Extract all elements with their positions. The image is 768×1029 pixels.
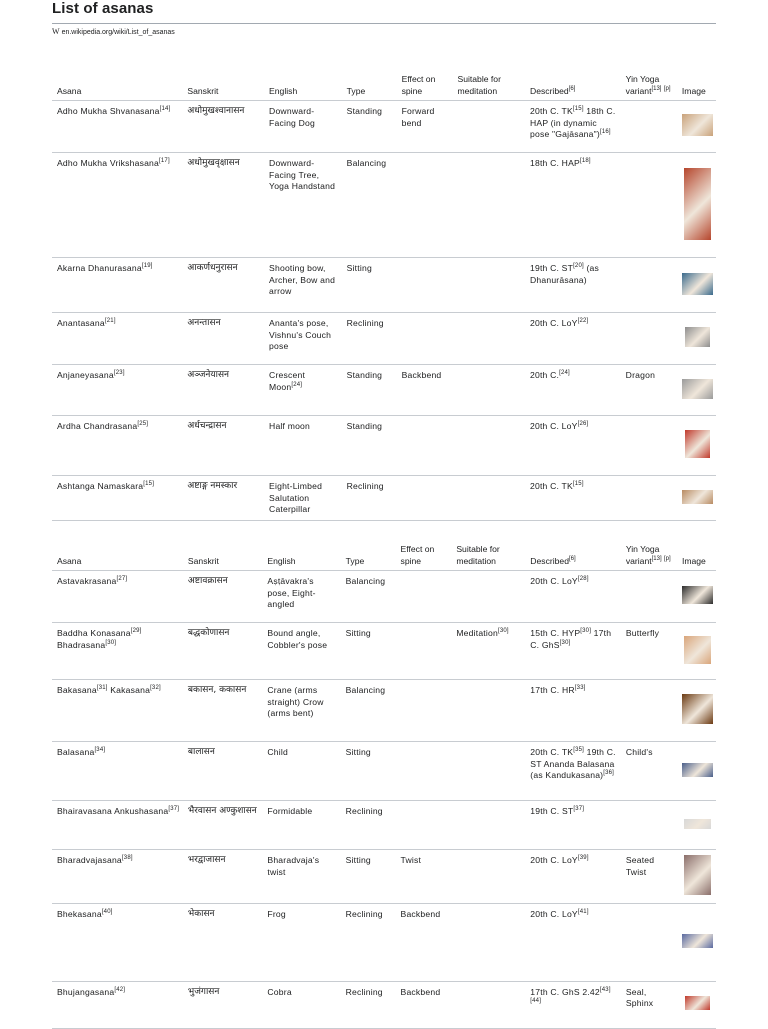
column-header[interactable]: Yin Yoga variant[13] [p] xyxy=(621,540,677,571)
cell-asana[interactable]: Balasana[34] xyxy=(52,742,183,801)
table-row xyxy=(52,680,716,742)
title-divider xyxy=(52,23,716,24)
cell-spine: Backbend xyxy=(396,903,452,981)
column-header[interactable]: Suitable for meditation xyxy=(451,540,525,571)
column-header[interactable]: Sanskrit xyxy=(183,540,262,571)
cell-type: Reclining xyxy=(342,313,397,365)
cell-meditation xyxy=(452,101,525,153)
cell-sanskrit: भेकासन xyxy=(183,903,262,981)
cell-english: Cobra xyxy=(262,981,340,1028)
cell-english: Bound angle, Cobbler's pose xyxy=(262,623,340,680)
cell-asana[interactable]: Baddha Konasana[29] Bhadrasana[30] xyxy=(52,623,183,680)
downward-dog-photo[interactable] xyxy=(682,114,713,136)
cell-spine xyxy=(397,258,453,313)
cell-sanskrit: बालासन xyxy=(183,742,262,801)
table-row xyxy=(52,313,716,365)
eight-angle-photo[interactable] xyxy=(682,586,713,604)
cell-described: 20th C. LoY[28] xyxy=(525,571,621,623)
cell-english: Formidable xyxy=(262,801,340,850)
table-body xyxy=(52,571,716,1029)
cell-image[interactable] xyxy=(677,801,716,850)
cell-image[interactable] xyxy=(677,742,716,801)
table-row xyxy=(52,742,716,801)
cell-image[interactable] xyxy=(677,623,716,680)
asana-table-2 xyxy=(52,540,716,1029)
cell-meditation xyxy=(451,801,525,850)
crescent-moon-drawing[interactable] xyxy=(682,379,713,399)
column-header[interactable]: English xyxy=(262,540,340,571)
cell-image[interactable] xyxy=(677,476,716,521)
table-body xyxy=(52,101,716,521)
table-header-row xyxy=(52,540,716,571)
column-header[interactable]: Yin Yoga variant[13] [p] xyxy=(621,70,677,101)
cell-spine xyxy=(396,801,452,850)
cell-image[interactable] xyxy=(677,680,716,742)
cell-asana[interactable]: Akarna Dhanurasana[19] xyxy=(52,258,182,313)
child-pose-photo[interactable] xyxy=(682,763,713,777)
cell-english: Eight-Limbed Salutation Caterpillar xyxy=(264,476,342,521)
cell-sanskrit: अनन्तासन xyxy=(182,313,264,365)
cell-type: Balancing xyxy=(342,153,397,258)
cell-yin: Seal, Sphinx xyxy=(621,981,677,1028)
cell-type: Reclining xyxy=(341,801,396,850)
cell-sanskrit: आकर्णधनुरासन xyxy=(182,258,264,313)
column-header[interactable]: Described[6] xyxy=(525,540,621,571)
cell-type: Reclining xyxy=(341,981,396,1028)
cell-sanskrit: बद्धकोणासन xyxy=(183,623,262,680)
cell-sanskrit: अर्धचन्द्रासन xyxy=(182,416,264,476)
table-row xyxy=(52,623,716,680)
cell-english: Aṣṭāvakra's pose, Eight-angled xyxy=(262,571,340,623)
column-header[interactable]: Asana xyxy=(52,540,183,571)
column-header[interactable]: Effect on spine xyxy=(397,70,453,101)
cell-sanskrit: बकासन, ककासन xyxy=(183,680,262,742)
page-title: List of asanas xyxy=(52,0,154,17)
cell-image[interactable] xyxy=(677,153,716,258)
cell-meditation xyxy=(452,153,525,258)
asana-table-1 xyxy=(52,70,716,521)
cell-type: Sitting xyxy=(341,850,396,904)
table-row xyxy=(52,365,716,416)
cell-english: Frog xyxy=(262,903,340,981)
cell-spine: Backbend xyxy=(396,981,452,1028)
cell-asana[interactable]: Ardha Chandrasana[25] xyxy=(52,416,182,476)
cell-meditation xyxy=(451,680,525,742)
cell-spine xyxy=(397,416,453,476)
cell-image[interactable] xyxy=(677,313,716,365)
cell-image[interactable] xyxy=(677,258,716,313)
cell-english: Ananta's pose, Vishnu's Couch pose xyxy=(264,313,342,365)
cell-meditation xyxy=(452,258,525,313)
cell-type: Sitting xyxy=(342,258,397,313)
cell-type: Sitting xyxy=(341,623,396,680)
table-row xyxy=(52,153,716,258)
cell-spine: Backbend xyxy=(397,365,453,416)
eight-limbed-photo[interactable] xyxy=(682,490,713,504)
cell-image[interactable] xyxy=(677,981,716,1028)
column-header[interactable]: Effect on spine xyxy=(396,540,452,571)
cell-yin xyxy=(621,258,677,313)
cell-described: 17th C. GhS 2.42[43][44] xyxy=(525,981,621,1028)
cell-type: Reclining xyxy=(342,476,397,521)
cell-described: 20th C. LoY[22] xyxy=(525,313,621,365)
cell-image[interactable] xyxy=(677,571,716,623)
cell-type: Sitting xyxy=(341,742,396,801)
cell-image[interactable] xyxy=(677,850,716,904)
bound-angle-photo[interactable] xyxy=(684,636,711,664)
twist-photo[interactable] xyxy=(684,855,711,895)
cell-spine xyxy=(396,571,452,623)
cell-yin xyxy=(621,801,677,850)
table-header-row xyxy=(52,70,716,101)
column-header[interactable]: Image xyxy=(677,540,716,571)
column-header[interactable]: Suitable for meditation xyxy=(452,70,525,101)
cell-type: Reclining xyxy=(341,903,396,981)
table-row xyxy=(52,850,716,904)
cell-yin: Seated Twist xyxy=(621,850,677,904)
source-url-text[interactable]: en.wikipedia.org/wiki/List_of_asanas xyxy=(61,29,175,36)
table-row xyxy=(52,101,716,153)
cell-image[interactable] xyxy=(677,101,716,153)
cell-described: 19th C. ST[37] xyxy=(525,801,621,850)
cell-sanskrit: अधोमुखश्वानासन xyxy=(182,101,264,153)
cell-sanskrit: अधोमुखवृक्षासन xyxy=(182,153,264,258)
cell-spine xyxy=(397,313,453,365)
cell-asana[interactable]: Bhekasana[40] xyxy=(52,903,183,981)
half-moon-photo[interactable] xyxy=(685,430,710,458)
column-header[interactable]: English xyxy=(264,70,342,101)
cell-sanskrit: भुजंगासन xyxy=(183,981,262,1028)
cell-type: Balancing xyxy=(341,571,396,623)
cell-described: 15th C. HYP[30] 17th C. GhS[30] xyxy=(525,623,621,680)
cell-yin xyxy=(621,313,677,365)
cell-english: Downward-Facing Dog xyxy=(264,101,342,153)
cell-asana[interactable]: Bhujangasana[42] xyxy=(52,981,183,1028)
archer-pose-photo[interactable] xyxy=(682,273,713,295)
cell-spine xyxy=(396,623,452,680)
cell-sanskrit: अञ्जनेयासन xyxy=(182,365,264,416)
cell-asana[interactable]: Anjaneyasana[23] xyxy=(52,365,182,416)
formidable-drawing[interactable] xyxy=(684,819,711,829)
cell-image[interactable] xyxy=(677,365,716,416)
cell-described: 20th C. LoY[39] xyxy=(525,850,621,904)
cell-english: Downward-Facing Tree, Yoga Handstand xyxy=(264,153,342,258)
ananta-pose-drawing[interactable] xyxy=(685,327,710,347)
cell-asana[interactable]: Bhairavasana Ankushasana[37] xyxy=(52,801,183,850)
source-url[interactable] xyxy=(52,27,175,36)
cell-meditation xyxy=(451,742,525,801)
cell-spine: Twist xyxy=(396,850,452,904)
cell-described: 20th C. TK[15] 18th C. HAP (in dynamic pose "Gajāsana")[16] xyxy=(525,101,621,153)
cell-type: Standing xyxy=(342,416,397,476)
cell-sanskrit: अष्टावक्रासन xyxy=(183,571,262,623)
column-header[interactable]: Described[6] xyxy=(525,70,621,101)
table-row xyxy=(52,416,716,476)
column-header[interactable]: Type xyxy=(341,540,396,571)
cell-meditation xyxy=(452,416,525,476)
cell-described: 19th C. ST[20] (as Dhanurāsana) xyxy=(525,258,621,313)
column-header[interactable]: Type xyxy=(342,70,397,101)
crane-pose-photo[interactable] xyxy=(682,694,713,724)
column-header[interactable]: Asana xyxy=(52,70,182,101)
cell-type: Standing xyxy=(342,365,397,416)
cell-spine xyxy=(396,742,452,801)
wikipedia-icon: W xyxy=(52,27,60,36)
cell-asana[interactable]: Anantasana[21] xyxy=(52,313,182,365)
table-row xyxy=(52,801,716,850)
cell-english: Half moon xyxy=(264,416,342,476)
cell-yin xyxy=(621,903,677,981)
cell-english: Crane (arms straight) Crow (arms bent) xyxy=(262,680,340,742)
cell-sanskrit: भैरवासन अण्कुशासन xyxy=(183,801,262,850)
cell-described: 20th C. LoY[41] xyxy=(525,903,621,981)
cell-english: Crescent Moon[24] xyxy=(264,365,342,416)
cell-yin xyxy=(621,101,677,153)
cell-sanskrit: भरद्वाजासन xyxy=(183,850,262,904)
cell-described: 18th C. HAP[18] xyxy=(525,153,621,258)
table-row xyxy=(52,903,716,981)
table-row xyxy=(52,476,716,521)
cell-asana[interactable]: Adho Mukha Vrikshasana[17] xyxy=(52,153,182,258)
cell-asana[interactable]: Bakasana[31] Kakasana[32] xyxy=(52,680,183,742)
cell-yin: Child's xyxy=(621,742,677,801)
cell-meditation xyxy=(452,365,525,416)
cell-spine: Forward bend xyxy=(397,101,453,153)
cell-image[interactable] xyxy=(677,416,716,476)
cell-english: Shooting bow, Archer, Bow and arrow xyxy=(264,258,342,313)
cell-english: Child xyxy=(262,742,340,801)
cell-type: Standing xyxy=(342,101,397,153)
cell-meditation: Meditation[30] xyxy=(451,623,525,680)
cell-meditation xyxy=(451,903,525,981)
cell-asana[interactable]: Adho Mukha Shvanasana[14] xyxy=(52,101,182,153)
cell-yin xyxy=(621,571,677,623)
cell-meditation xyxy=(452,476,525,521)
table-row xyxy=(52,981,716,1028)
cell-asana[interactable]: Ashtanga Namaskara[15] xyxy=(52,476,182,521)
cell-yin xyxy=(621,680,677,742)
cell-described: 20th C. TK[35] 19th C. ST Ananda Balasana (as Kandukasana)[36] xyxy=(525,742,621,801)
cell-sanskrit: अष्टाङ्ग नमस्कार xyxy=(182,476,264,521)
cobra-pose-photo[interactable] xyxy=(685,996,710,1010)
cell-yin: Butterfly xyxy=(621,623,677,680)
table-row xyxy=(52,258,716,313)
handstand-photo[interactable] xyxy=(684,168,711,240)
cell-described: 20th C.[24] xyxy=(525,365,621,416)
cell-english: Bharadvaja's twist xyxy=(262,850,340,904)
cell-image[interactable] xyxy=(677,903,716,981)
cell-yin xyxy=(621,153,677,258)
cell-yin: Dragon xyxy=(621,365,677,416)
cell-asana[interactable]: Bharadvajasana[38] xyxy=(52,850,183,904)
cell-type: Balancing xyxy=(341,680,396,742)
table-row xyxy=(52,571,716,623)
cell-described: 20th C. LoY[26] xyxy=(525,416,621,476)
cell-meditation xyxy=(451,981,525,1028)
cell-spine xyxy=(397,153,453,258)
cell-meditation xyxy=(452,313,525,365)
cell-yin xyxy=(621,476,677,521)
cell-meditation xyxy=(451,571,525,623)
frog-pose-photo[interactable] xyxy=(682,934,713,948)
cell-spine xyxy=(397,476,453,521)
column-header[interactable]: Image xyxy=(677,70,716,101)
cell-asana[interactable]: Astavakrasana[27] xyxy=(52,571,183,623)
column-header[interactable]: Sanskrit xyxy=(182,70,264,101)
cell-meditation xyxy=(451,850,525,904)
cell-described: 17th C. HR[33] xyxy=(525,680,621,742)
cell-yin xyxy=(621,416,677,476)
cell-described: 20th C. TK[15] xyxy=(525,476,621,521)
cell-spine xyxy=(396,680,452,742)
